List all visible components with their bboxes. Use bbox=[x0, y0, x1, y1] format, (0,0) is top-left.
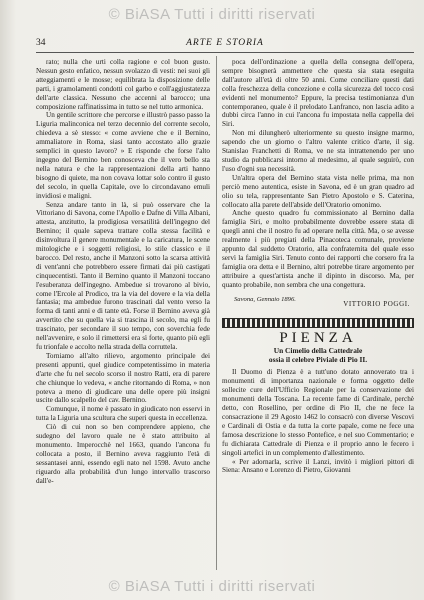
paragraph: « Per adornarla, scrive il Lanzi, invitò i migliori pittori di Siena: Ansano e Lorenzo di Pietro, Giovanni bbox=[222, 457, 414, 475]
paragraph: Anche questo quadro fu commissionato al Bernino dalla famiglia Siri, e molto probabilmente dovrebbe essere stata di quegli anni che il nostro fu ad operare nella città. Ma, o se avesse realmente i più pregiati della Pinacoteca comunale, proviene appunto dal suddetto Oratorio, alla confraternita del quale esso servì la famiglia Siri. Tenuto conto dei rapporti che corsero fra la famiglia ora detta e il Bernino, altri potrebbe tirare argomento per attribuire a quest'artista anche il dipinto in discorso. Ma, per quanto probabile, non sembra che una congettura. bbox=[222, 209, 414, 289]
paragraph: Comunque, il nome è passato in giudicato non esservi in tutta la Liguria una scultura che superi questa in eccellenza. bbox=[36, 405, 210, 423]
paragraph: rato; nulla che urti colla ragione e col buon gusto. Nessun gesto enfatico, nessun svolazzo di vesti: nei suoi gli atteggiamenti e le mosse; equilibrata la disposizione delle parti, i gramolamenti condotti col garbo e coll'aggiustatezza dell'arte classica. Nessuno che accenni al barocco; una composizione raffinatissima in tutto se nel tutto armonica. bbox=[36, 58, 210, 111]
column-divider bbox=[216, 56, 217, 570]
running-title: ARTE E STORIA bbox=[186, 38, 264, 48]
page-header bbox=[36, 38, 414, 53]
section-subtitle-line-1: Un Cimelio della Cattedrale bbox=[273, 346, 363, 356]
page-number: 34 bbox=[36, 38, 46, 48]
ornamental-divider bbox=[222, 318, 414, 328]
paragraph: Il Duomo di Pienza è a tutt'uno dotato annoverato tra i monumenti di importanza nazionale e forma oggetto delle sollecite cure dell'Ufficio Regionale per la conservazione dei monumenti della Toscana. La recente fame di Cardinale, perchè detto, con Rosellino, per ordine di Pio II, che ne fece la consacrazione il 29 Agosto 1462 lo consacrò con diverse Vescovi e Cardinali di Ostia e da tutta la corte papale, come ne fece una famosa descrizione lo stesso Pontefice, e nel suo Commentario; e fu dichiarata Cattedrale di Pienza e il proprio anno le fecero i singoli artefici in un complemento d'allestimento. bbox=[222, 368, 414, 457]
section-title: PIENZA bbox=[279, 329, 357, 346]
paragraph: Un'altra opera del Bernino stata vista nelle prima, ma non perciò meno autentica, esiste in Savona, ed è un gran quadro ad olio su tela, rappresentante San Pietro Apostolo e S. Caterina, collocato alla parete dell'abside dell'Oratorio omonimo. bbox=[222, 173, 414, 209]
article-date: Savona, Gennaio 1896. bbox=[234, 295, 296, 303]
section-subtitle-line-2: ossia il celebre Piviale di Pio II. bbox=[268, 355, 368, 365]
paragraph: Senza andare tanto in là, si può osservare che la Vittoriano di Savona, come l'Apollo e Dafne di Villa Albani, attesta, anzitutto, la prodigiosa versatilità dell'ingegno del Bernino; il quale sapeva trattare colla stessa facilità e disinvoltura il genere monumentale e la caricatura, le scene mitologiche e i soggetti religiosi, lo stile classico e il barocco. Del resto, anche il Manzoni sotto la scarsa attività di vent'anni che potrebbero essere firmati dai più castigati cinquecentisti. Tanto il Bernino quanto il Manzoni toccano l'esuberanza dell'ingegno. Ambedue si trovarono al bivio, come l'Ercole al Prodico, tra la via del dovere e la via della fantasia; ma ambedue furono trascinati dal vento verso la forma di tanti anni e di tante età. Forse il Bernino aveva già avvertito che su quella via si trascina il secolo, ma egli fu trascinato, per secondare il suo tempo, con soverchia fede nell'avvenire, e solo il rimettersi era sì forte, quanto più egli fu trionfale e accolto nella strada della corruttela. bbox=[36, 200, 210, 351]
left-column bbox=[36, 58, 210, 486]
article-author: VITTORIO POGGI. bbox=[343, 299, 410, 308]
watermark-bottom: © BiASA Tutti i diritti riservati bbox=[108, 578, 316, 595]
paragraph: Ciò di cui non so ben comprendere appieno, che sudegno del lavoro quale ne è stato attribuito al monumento. Imperocchè nel 1663, quando l'ancona fu collocata a posto, il Bernino aveva raggiunto l'età di sessantasei anni, essendo egli nato nel 1598. Avuto anche riguardo alla probabilità d'un lungo intervallo trascorso dall'e- bbox=[36, 423, 210, 485]
paragraph: Torniamo all'alto rilievo, argomento principale dei presenti appunti, quel giudice competentissimo in materia d'arte che fu nel secolo scorso il nostro Ratti, era di parere che chiunque lo vedeva, « anche ritornando di Roma, » non poteva a meno di giudicare una delle opere più insigni uscite dallo scalpello del cav. Bernino. bbox=[36, 351, 210, 405]
watermark-top: © BiASA Tutti i diritti riservati bbox=[108, 6, 316, 23]
signature-row bbox=[222, 296, 414, 314]
paragraph: poca dell'ordinazione a quella della consegna dell'opera, sempre bisognerà ammettere che questa sia stata eseguita dall'autore all'età di oltre 50 anni. Come conciliare questi dati colla freschezza della concezione e colla sicurezza del tocco così evidenti nel monumento? Eppure, la precisa testimonianza d'un contemporaneo, quale è il prelodato Lanfranco, non lascia adito a dubbi circa l'anno in cui l'ancona fu impostata nella cappella dei Siri. bbox=[222, 58, 414, 129]
paragraph: Non mi dilungherò ulteriormente su questo insigne marmo, sapendo che un giorno o l'altro valente critico d'arte, il sig. Stanislao Franchetti di Roma, ve ne sta intrattenendo per uno studio da pubblicarsi intorno al medesimo, al quale seguirò, con l'uso d'ogni sua necessità. bbox=[222, 129, 414, 173]
section-subtitle bbox=[222, 346, 414, 364]
right-column bbox=[222, 58, 414, 475]
paragraph: Un gentile scrittore che percorse e illustrò passo passo la Liguria malinconica nel terzo decennio del corrente secolo, chiedeva a sè stesso: « come avviene che e il Bernino, ammaliatore in Roma, siasi tanto accostato allo grazie semplici in questo lavoro? » E risponde che forse l'alto ingegno del Bernino ben conosceva che il vero bello sta nella natura e che la rappresentazioni della arti hanno bisogno di quiete, ma non covava lottar solo contro il gusto del secolo, in quella Capitale, ove lo circondavano emuli invidiosi e maligni. bbox=[36, 111, 210, 200]
